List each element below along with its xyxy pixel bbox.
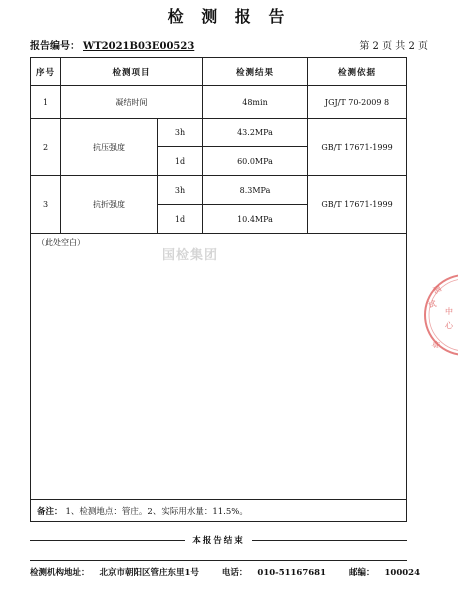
row3-standard: GB/T 17671-1999 [308,176,406,234]
phone [222,568,336,578]
report-number-value: WT2021B03E00523 [83,41,195,52]
row1-result: 48min [203,86,308,119]
row2-period-1: 3h [158,119,203,147]
row2-standard: GB/T 17671-1999 [308,119,406,176]
postcode-label: 邮编： [348,568,375,578]
phone-value: 010-51167681 [257,568,327,578]
header-standard: 检测依据 [308,58,406,86]
postcode-value: 100024 [384,568,420,578]
end-rule-right [252,540,407,541]
end-text: 本报告结束 [192,536,245,546]
svg-text:试: 试 [427,299,438,310]
postcode [349,568,430,578]
address-label: 检测机构地址： [30,568,90,578]
seal-stamp [421,272,458,358]
blank-note: （此处空白） [37,238,85,247]
svg-text:章: 章 [430,339,441,351]
row2-result-1: 43.2MPa [203,119,308,147]
row1-item: 凝结时间 [61,86,203,119]
row3-result-2: 10.4MPa [203,205,308,234]
svg-text:心: 心 [445,321,453,330]
row3-period-1: 3h [158,176,203,205]
report-number [30,37,194,52]
row3-period-2: 1d [158,205,203,234]
row3-item: 抗折强度 [61,176,158,234]
address-value: 北京市朝阳区管庄东里1号 [99,568,199,578]
watermark: 国检集团 [162,248,219,263]
results-table [30,57,407,522]
report-title: 检 测 报 告 [167,7,291,26]
address [30,568,209,578]
header-result: 检测结果 [203,58,308,86]
row3-result-1: 8.3MPa [203,176,308,205]
page-info: 第 2 页 共 2 页 [359,41,428,52]
remark [31,499,406,521]
remark-label: 备注： [37,506,63,517]
row2-period-2: 1d [158,147,203,176]
row3-no: 3 [31,176,61,234]
phone-label: 电话： [221,568,248,578]
row2-result-2: 60.0MPa [203,147,308,176]
svg-text:中: 中 [445,307,453,316]
row1-no: 1 [31,86,61,119]
row1-standard: JGJ/T 70-2009 8 [308,86,406,119]
row2-item: 抗压强度 [61,119,158,176]
header-item: 检测项目 [61,58,203,86]
remark-text: 1、检测地点：管庄。2、实际用水量：11.5%。 [65,506,248,517]
footer-rule [30,560,407,561]
header-no: 序号 [31,58,61,86]
report-number-label: 报告编号： [30,41,80,52]
svg-text:测: 测 [431,283,443,296]
footer [30,566,440,578]
row2-no: 2 [31,119,61,176]
end-of-report [30,534,407,546]
